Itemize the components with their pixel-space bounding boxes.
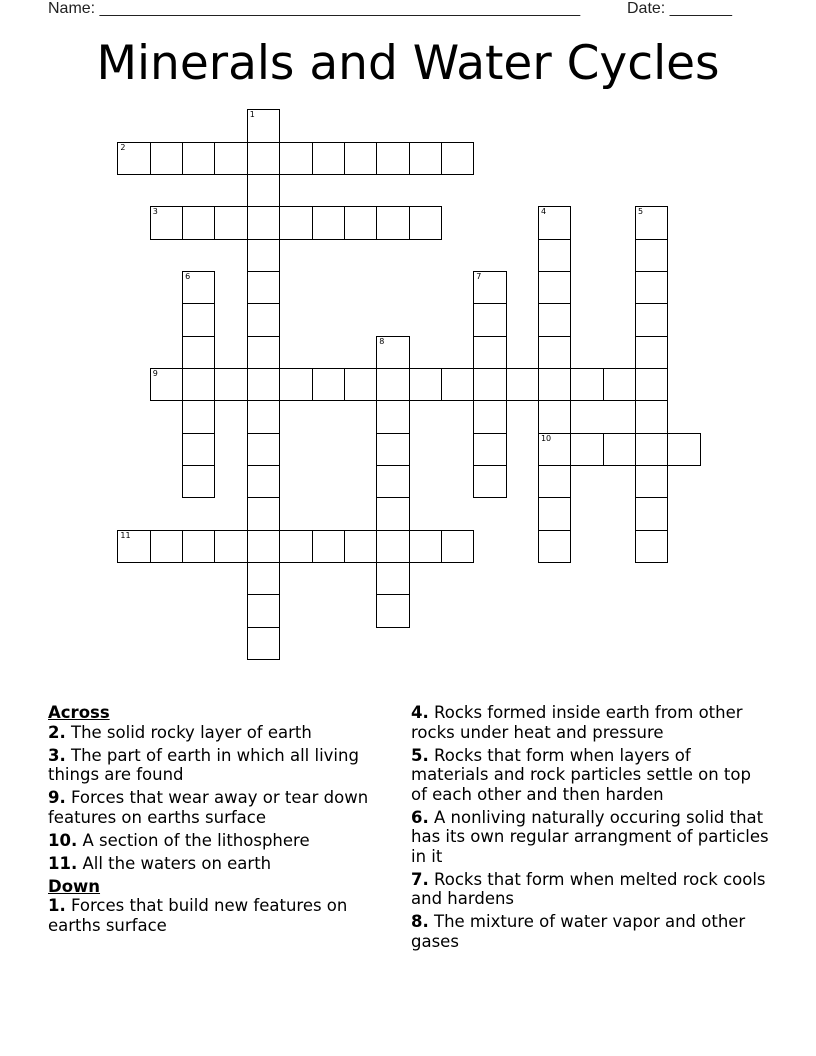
grid-cell[interactable] xyxy=(150,368,183,401)
grid-cell[interactable] xyxy=(506,368,539,401)
grid-cell[interactable] xyxy=(441,142,474,175)
grid-cell[interactable] xyxy=(635,400,668,433)
clue-item-text: All the waters on earth xyxy=(77,853,272,873)
grid-cell[interactable] xyxy=(635,206,668,239)
grid-cell[interactable] xyxy=(635,239,668,272)
grid-cell[interactable] xyxy=(376,530,409,563)
grid-cell[interactable] xyxy=(182,465,215,498)
grid-cell[interactable] xyxy=(214,530,247,563)
clue-item-text: A section of the lithosphere xyxy=(77,830,310,850)
grid-cell[interactable] xyxy=(409,206,442,239)
grid-cell[interactable] xyxy=(376,465,409,498)
grid-cell[interactable] xyxy=(473,336,506,369)
grid-cell[interactable] xyxy=(376,368,409,401)
clue-item-text: The part of earth in which all living things are found xyxy=(48,745,359,784)
grid-cell[interactable] xyxy=(376,497,409,530)
clue-item-text: The solid rocky layer of earth xyxy=(65,722,312,742)
grid-cell[interactable] xyxy=(538,368,571,401)
grid-cell[interactable] xyxy=(344,530,377,563)
clue-item xyxy=(48,831,393,851)
clue-number: 4 xyxy=(540,207,547,217)
grid-cell[interactable] xyxy=(247,142,280,175)
grid-cell[interactable] xyxy=(538,303,571,336)
clue-item-number: 10. xyxy=(48,830,78,850)
clue-item-number: 8. xyxy=(411,912,429,931)
grid-cell[interactable] xyxy=(603,368,636,401)
grid-cell[interactable] xyxy=(182,303,215,336)
grid-cell[interactable] xyxy=(247,336,280,369)
clue-item xyxy=(411,870,771,909)
grid-cell[interactable] xyxy=(538,497,571,530)
grid-cell[interactable] xyxy=(247,271,280,304)
grid-cell[interactable] xyxy=(312,142,345,175)
grid-cell[interactable] xyxy=(182,368,215,401)
grid-cell[interactable] xyxy=(376,206,409,239)
clue-item-text: Forces that wear away or tear down features on earths surface xyxy=(48,788,369,827)
grid-cell[interactable] xyxy=(247,174,280,207)
grid-cell[interactable] xyxy=(247,206,280,239)
grid-cell[interactable] xyxy=(247,465,280,498)
grid-cell[interactable] xyxy=(344,368,377,401)
grid-cell[interactable] xyxy=(441,530,474,563)
grid-cell[interactable] xyxy=(117,530,150,563)
grid-cell[interactable] xyxy=(473,400,506,433)
name-field-label: Name: ______________________________________________________ xyxy=(48,0,581,17)
grid-cell[interactable] xyxy=(376,562,409,595)
grid-cell[interactable] xyxy=(312,368,345,401)
grid-cell[interactable] xyxy=(247,594,280,627)
grid-cell[interactable] xyxy=(570,433,603,466)
grid-cell[interactable] xyxy=(247,530,280,563)
grid-cell[interactable] xyxy=(150,530,183,563)
clue-number: 10 xyxy=(540,433,552,443)
grid-cell[interactable] xyxy=(409,530,442,563)
down-clue-list-right xyxy=(411,703,771,951)
clue-item-text: Rocks that form when layers of materials and rock particles settle on top of each other and then harden xyxy=(411,745,751,804)
grid-cell[interactable] xyxy=(376,433,409,466)
clue-item-number: 3. xyxy=(48,745,66,765)
page-title: Minerals and Water Cycles xyxy=(96,36,720,91)
grid-cell[interactable] xyxy=(247,368,280,401)
grid-cell[interactable] xyxy=(214,142,247,175)
grid-cell[interactable] xyxy=(635,433,668,466)
grid-cell[interactable] xyxy=(247,497,280,530)
clue-number: 7 xyxy=(476,271,482,281)
clue-item xyxy=(48,788,393,827)
grid-cell[interactable] xyxy=(635,465,668,498)
grid-cell[interactable] xyxy=(182,206,215,239)
grid-cell[interactable] xyxy=(279,206,312,239)
grid-cell[interactable] xyxy=(441,368,474,401)
clue-item xyxy=(411,703,771,742)
grid-cell[interactable] xyxy=(473,368,506,401)
clue-item xyxy=(48,896,393,935)
grid-cell[interactable] xyxy=(473,271,506,304)
grid-cell[interactable] xyxy=(635,271,668,304)
clue-item-text: Rocks formed inside earth from other rocks under heat and pressure xyxy=(411,703,743,742)
grid-cell[interactable] xyxy=(570,368,603,401)
grid-cell[interactable] xyxy=(376,142,409,175)
clue-item-text: Forces that build new features on earths surface xyxy=(48,896,348,935)
grid-cell[interactable] xyxy=(603,433,636,466)
grid-cell[interactable] xyxy=(538,433,571,466)
clue-number: 1 xyxy=(249,110,255,120)
grid-cell[interactable] xyxy=(182,400,215,433)
clue-number: 6 xyxy=(185,271,191,281)
clue-item-number: 7. xyxy=(411,869,429,889)
grid-cell[interactable] xyxy=(247,433,280,466)
grid-cell[interactable] xyxy=(150,142,183,175)
grid-cell[interactable] xyxy=(409,142,442,175)
clues-right-column xyxy=(411,703,771,955)
grid-cell[interactable] xyxy=(376,336,409,369)
grid-cell[interactable] xyxy=(538,336,571,369)
clue-item-text: A nonliving naturally occuring solid that has its own regular arrangment of particles in it xyxy=(411,807,769,866)
grid-cell[interactable] xyxy=(247,239,280,272)
grid-cell[interactable] xyxy=(312,530,345,563)
clue-item-number: 9. xyxy=(48,788,66,807)
grid-cell[interactable] xyxy=(344,142,377,175)
grid-cell[interactable] xyxy=(344,206,377,239)
grid-cell[interactable] xyxy=(635,303,668,336)
clue-item-number: 5. xyxy=(411,745,429,765)
grid-cell[interactable] xyxy=(247,109,280,142)
grid-cell[interactable] xyxy=(214,368,247,401)
grid-cell[interactable] xyxy=(538,239,571,272)
grid-cell[interactable] xyxy=(635,530,668,563)
grid-cell[interactable] xyxy=(279,368,312,401)
clue-number: 5 xyxy=(638,207,644,217)
down-clue-list-left xyxy=(48,896,393,935)
grid-cell[interactable] xyxy=(247,303,280,336)
clue-item xyxy=(48,746,393,785)
clue-number: 8 xyxy=(379,336,385,346)
grid-cell[interactable] xyxy=(635,368,668,401)
clue-item-number: 1. xyxy=(48,896,66,915)
grid-cell[interactable] xyxy=(279,530,312,563)
across-heading: Across xyxy=(48,703,110,722)
grid-cell[interactable] xyxy=(182,336,215,369)
clue-item-number: 2. xyxy=(48,722,66,742)
grid-cell[interactable] xyxy=(538,530,571,563)
clue-number: 2 xyxy=(120,142,126,152)
clue-number: 9 xyxy=(152,369,158,378)
clue-item-number: 11. xyxy=(48,853,78,873)
clue-item xyxy=(48,723,393,743)
clue-item xyxy=(48,854,393,874)
grid-cell[interactable] xyxy=(247,400,280,433)
grid-cell[interactable] xyxy=(635,497,668,530)
grid-cell[interactable] xyxy=(182,530,215,563)
clue-item-number: 6. xyxy=(411,807,429,827)
date-field-label: Date: _______ xyxy=(627,0,732,17)
grid-cell[interactable] xyxy=(538,465,571,498)
down-heading: Down xyxy=(48,876,101,896)
grid-cell[interactable] xyxy=(538,400,571,433)
clue-item-number: 4. xyxy=(411,703,429,722)
grid-cell[interactable] xyxy=(409,368,442,401)
grid-cell[interactable] xyxy=(538,206,571,239)
grid-cell[interactable] xyxy=(214,206,247,239)
clue-item xyxy=(411,912,771,951)
grid-cell[interactable] xyxy=(473,465,506,498)
clue-number: 3 xyxy=(152,207,158,217)
grid-cell[interactable] xyxy=(635,336,668,369)
grid-cell[interactable] xyxy=(473,433,506,466)
grid-cell[interactable] xyxy=(182,271,215,304)
grid-cell[interactable] xyxy=(182,433,215,466)
grid-cell[interactable] xyxy=(376,400,409,433)
across-clue-list xyxy=(48,723,393,874)
grid-cell[interactable] xyxy=(247,627,280,660)
grid-cell[interactable] xyxy=(182,142,215,175)
clue-item xyxy=(411,746,771,805)
grid-cell[interactable] xyxy=(150,206,183,239)
clue-item-text: Rocks that form when melted rock cools and hardens xyxy=(411,869,766,908)
grid-cell[interactable] xyxy=(279,142,312,175)
grid-cell[interactable] xyxy=(667,433,700,466)
clue-item-text: The mixture of water vapor and other gases xyxy=(411,912,746,951)
clue-item xyxy=(411,808,771,867)
grid-cell[interactable] xyxy=(538,271,571,304)
grid-cell[interactable] xyxy=(117,142,150,175)
grid-cell[interactable] xyxy=(473,303,506,336)
grid-cell[interactable] xyxy=(247,562,280,595)
grid-cell[interactable] xyxy=(376,594,409,627)
grid-cell[interactable] xyxy=(312,206,345,239)
clue-number: 11 xyxy=(120,530,131,540)
clues-left-column xyxy=(48,703,393,939)
